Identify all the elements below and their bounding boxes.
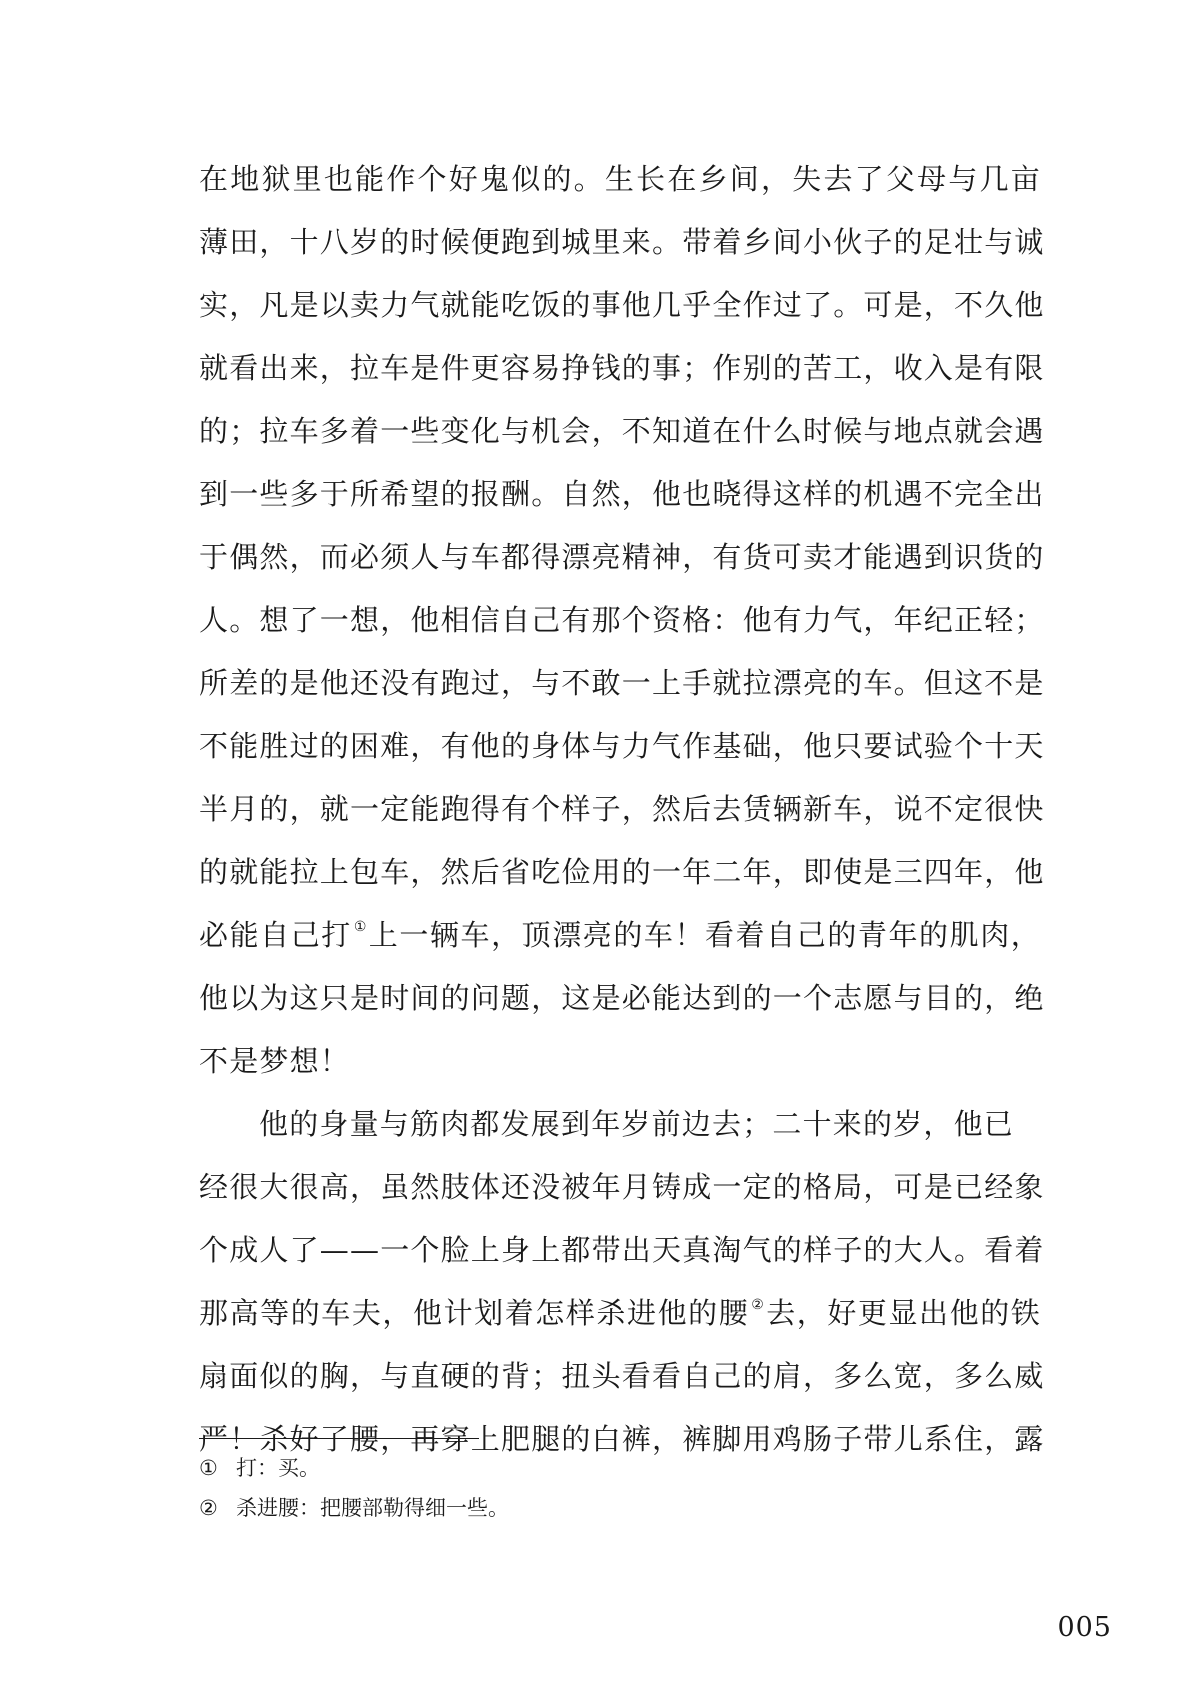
text-line-with-footnote	[199, 904, 1041, 967]
text-segment: 去，好更显出他的铁	[766, 1296, 1041, 1330]
body-text	[199, 148, 1045, 1471]
text-line: 不能胜过的困难，有他的身体与力气作基础，他只要试验个十天	[199, 729, 1045, 763]
text-line: 就看出来，拉车是件更容易挣钱的事；作别的苦工，收入是有限	[199, 351, 1045, 385]
text-line: 实，凡是以卖力气就能吃饭的事他几乎全作过了。可是，不久他	[199, 288, 1045, 322]
text-segment: 必能自己打	[199, 918, 352, 952]
footnote-number: ①	[199, 1456, 218, 1480]
footnote-text: 杀进腰：把腰部勒得细一些。	[236, 1496, 509, 1520]
text-line: 他以为这只是时间的问题，这是必能达到的一个志愿与目的，绝	[199, 981, 1045, 1015]
text-segment: 那高等的车夫，他计划着怎样杀进他的腰	[199, 1296, 750, 1330]
text-line: 在地狱里也能作个好鬼似的。生长在乡间，失去了父母与几亩	[199, 162, 1041, 196]
text-line: 到一些多于所希望的报酬。自然，他也晓得这样的机遇不完全出	[199, 477, 1045, 511]
footnote-1	[199, 1448, 1041, 1488]
text-line: 人。想了一想，他相信自己有那个资格：他有力气，年纪正轻；	[199, 603, 1045, 637]
text-line: 所差的是他还没有跑过，与不敢一上手就拉漂亮的车。但这不是	[199, 666, 1045, 700]
text-line: 个成人了——一个脸上身上都带出天真淘气的样子的大人。看着	[199, 1233, 1045, 1267]
text-line: 扇面似的胸，与直硬的背；扭头看看自己的肩，多么宽，多么威	[199, 1359, 1045, 1393]
text-line: 的；拉车多着一些变化与机会，不知道在什么时候与地点就会遇	[199, 414, 1045, 448]
footnote-number: ②	[199, 1496, 218, 1520]
text-line: 不是梦想！	[199, 1044, 351, 1078]
text-line: 于偶然，而必须人与车都得漂亮精神，有货可卖才能遇到识货的	[199, 540, 1045, 574]
footnote-marker-2[interactable]: ②	[751, 1297, 765, 1313]
footnotes	[199, 1448, 1041, 1528]
text-line: 严！杀好了腰，再穿上肥腿的白裤，裤脚用鸡肠子带儿系住，露	[199, 1422, 1045, 1456]
footnote-2	[199, 1488, 1041, 1528]
text-line: 的就能拉上包车，然后省吃俭用的一年二年，即使是三四年，他	[199, 855, 1045, 889]
page-number: 005	[1057, 1612, 1112, 1643]
text-line: 他的身量与筋肉都发展到年岁前边去；二十来的岁，他已	[259, 1107, 1015, 1141]
text-line: 经很大很高，虽然肢体还没被年月铸成一定的格局，可是已经象	[199, 1170, 1045, 1204]
text-line: 半月的，就一定能跑得有个样子，然后去赁辆新车，说不定很快	[199, 792, 1045, 826]
text-segment: 上一辆车，顶漂亮的车！看着自己的青年的肌肉，	[368, 918, 1041, 952]
text-line-with-footnote	[199, 1282, 1041, 1345]
footnote-marker-1[interactable]: ①	[353, 919, 367, 935]
footnote-text: 打：买。	[236, 1456, 320, 1480]
paragraph-1	[199, 148, 1045, 1093]
footnote-divider	[199, 1438, 479, 1439]
text-line: 薄田，十八岁的时候便跑到城里来。带着乡间小伙子的足壮与诚	[199, 225, 1045, 259]
paragraph-2	[199, 1093, 1045, 1471]
